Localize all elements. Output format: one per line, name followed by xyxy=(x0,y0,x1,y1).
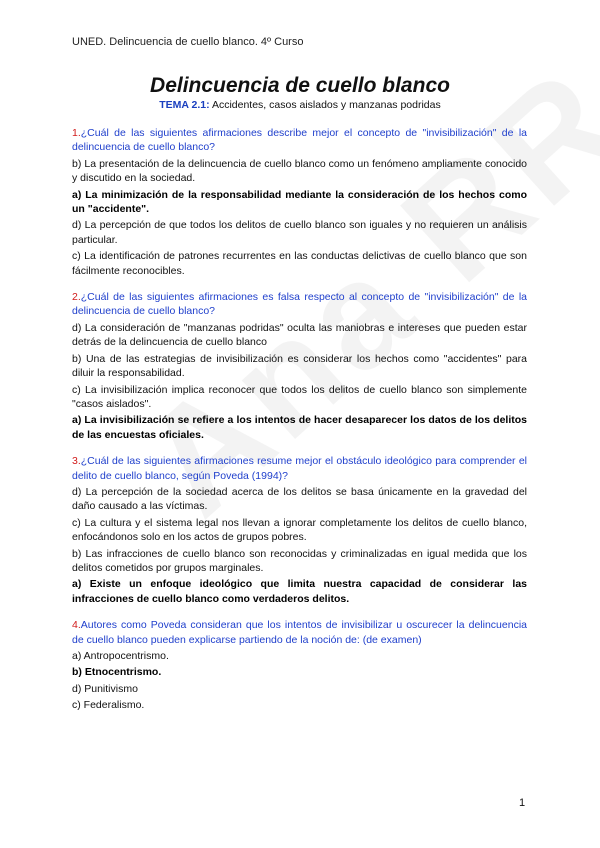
answer-option: d) La percepción de que todos los delitos de cuello blanco son iguales y no requieren un análisis particular. xyxy=(72,219,527,246)
question-text xyxy=(72,454,527,483)
answer-option: c) La cultura y el sistema legal nos llevan a ignorar completamente los delitos de cuello blanco, enfocándonos solo en los actos de grupos pobres. xyxy=(72,516,527,544)
answer-option: d) Punitivismo xyxy=(72,682,138,695)
answer-option: b) Una de las estrategias de invisibilización es considerar los hechos como "accidentes" para diluir la responsabilidad. xyxy=(72,352,527,380)
question-number: 3. xyxy=(72,455,81,468)
question-block xyxy=(72,290,527,442)
answer-option: c) Federalismo. xyxy=(72,699,145,712)
page-subtitle xyxy=(0,99,600,111)
question-prompt: ¿Cuál de las siguientes afirmaciones es falsa respecto al concepto de "invisibilización" de la delincuencia de cuello blanco? xyxy=(72,291,527,318)
page-title: Delincuencia de cuello blanco xyxy=(150,74,450,97)
answer-option: c) La invisibilización implica reconocer que todos los delitos de cuello blanco son simplemente "casos aislados". xyxy=(72,383,527,410)
answer-option: d) La consideración de "manzanas podridas" oculta las maniobras e intereses que pueden estar detrás de la delincuencia de cuello blanco xyxy=(72,321,527,349)
answer-option-correct: a) La invisibilización se refiere a los intentos de hacer desaparecer los datos de los delitos de las encuestas oficiales. xyxy=(72,414,527,441)
answer-option-correct: b) Etnocentrismo. xyxy=(72,666,162,679)
answer-option-correct: a) Existe un enfoque ideológico que limita nuestra capacidad de considerar las infracciones de cuello blanco como verdaderos delitos. xyxy=(72,578,527,605)
question-text xyxy=(72,290,527,319)
question-text xyxy=(72,618,527,647)
topic-number: TEMA 2.1: xyxy=(159,99,210,111)
page-number: 1 xyxy=(519,797,526,809)
answer-option: a) Antropocentrismo. xyxy=(72,650,169,662)
answer-option: c) La identificación de patrones recurrentes en las conductas delictivas de cuello blanco que son fácilmente reconocibles. xyxy=(72,250,527,277)
question-number: 2. xyxy=(72,291,81,304)
answer-option-correct: a) La minimización de la responsabilidad mediante la consideración de los hechos como un "accidente". xyxy=(72,188,527,216)
running-header: UNED. Delincuencia de cuello blanco. 4º Curso xyxy=(72,36,304,48)
question-list xyxy=(72,126,527,725)
topic-title: Accidentes, casos aislados y manzanas podridas xyxy=(209,99,441,111)
question-block xyxy=(72,454,527,606)
question-number: 4. xyxy=(72,619,81,632)
question-block xyxy=(72,618,527,712)
answer-option: d) La percepción de la sociedad acerca de los delitos se basa únicamente en la gravedad del daño causado a las víctimas. xyxy=(72,485,527,513)
question-prompt: Autores como Poveda consideran que los intentos de invisibilizar u oscurecer la delincuencia de cuello blanco pueden explicarse partiendo de la noción de: (de examen) xyxy=(72,619,527,646)
question-prompt: ¿Cuál de las siguientes afirmaciones resume mejor el obstáculo ideológico para comprender el delito de cuello blanco, según Poveda (1994)? xyxy=(72,455,527,482)
question-prompt: ¿Cuál de las siguientes afirmaciones describe mejor el concepto de "invisibilización" de la delincuencia de cuello blanco? xyxy=(72,127,527,154)
question-number: 1. xyxy=(72,127,81,139)
answer-option: b) La presentación de la delincuencia de cuello blanco como un fenómeno ampliamente conocido y discutido en la sociedad. xyxy=(72,157,527,185)
question-text xyxy=(72,126,527,155)
answer-option: b) Las infracciones de cuello blanco son reconocidas y criminalizadas en igual medida que los delitos cometidos por grupos marginales. xyxy=(72,547,527,574)
question-block xyxy=(72,126,527,278)
